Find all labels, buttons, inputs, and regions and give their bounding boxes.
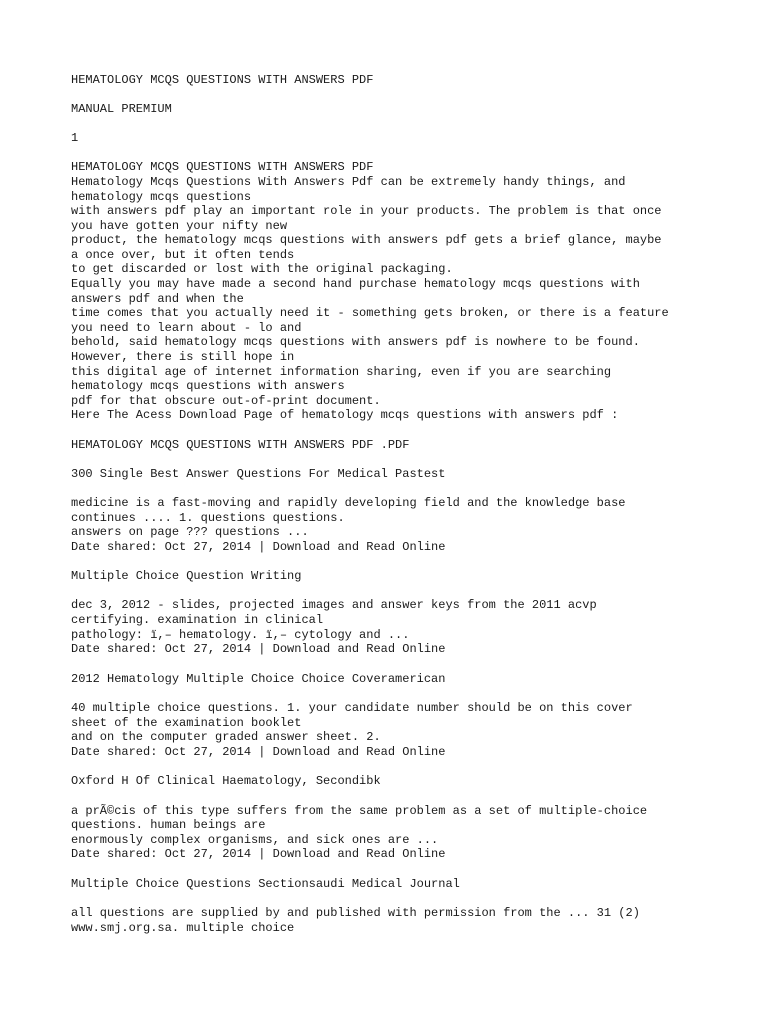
result-title: 2012 Hematology Multiple Choice Choice Coveramerican [71,672,446,686]
page-number: 1 [71,131,79,145]
result-snippet: and on the computer graded answer sheet. 2. [71,730,381,744]
result-snippet: certifying. examination in clinical [71,613,324,627]
document-subtitle: MANUAL PREMIUM [71,102,172,116]
body-line: with answers pdf play an important role in your products. The problem is that once [71,204,662,218]
result-date: Date shared: Oct 27, 2014 | Download and Read Online [71,847,446,861]
section-heading: HEMATOLOGY MCQS QUESTIONS WITH ANSWERS PDF [71,160,374,174]
body-line: pdf for that obscure out-of-print document. [71,394,381,408]
result-date: Date shared: Oct 27, 2014 | Download and Read Online [71,745,446,759]
body-line: you need to learn about - lo and [71,321,302,335]
body-line: time comes that you actually need it - something gets broken, or there is a feature [71,306,669,320]
result-snippet: pathology: ï,– hematology. ï,– cytology and ... [71,628,410,642]
body-line: hematology mcqs questions with answers [71,379,345,393]
result-title: 300 Single Best Answer Questions For Medical Pastest [71,467,446,481]
document-title: HEMATOLOGY MCQS QUESTIONS WITH ANSWERS PDF [71,73,374,87]
body-line: answers pdf and when the [71,292,244,306]
result-snippet: www.smj.org.sa. multiple choice [71,921,295,935]
result-title: Oxford H Of Clinical Haematology, Secondibk [71,774,381,788]
body-line: Here The Acess Download Page of hematology mcqs questions with answers pdf : [71,408,619,422]
result-snippet: 40 multiple choice questions. 1. your candidate number should be on this cover [71,701,633,715]
body-line: However, there is still hope in [71,350,295,364]
body-line: to get discarded or lost with the original packaging. [71,262,453,276]
result-snippet: questions. human beings are [71,818,266,832]
result-date: Date shared: Oct 27, 2014 | Download and Read Online [71,642,446,656]
body-line: behold, said hematology mcqs questions with answers pdf is nowhere to be found. [71,335,640,349]
body-line: product, the hematology mcqs questions with answers pdf gets a brief glance, maybe [71,233,662,247]
body-line: a once over, but it often tends [71,248,295,262]
result-snippet: answers on page ??? questions ... [71,525,309,539]
result-date: Date shared: Oct 27, 2014 | Download and Read Online [71,540,446,554]
result-snippet: continues .... 1. questions questions. [71,511,345,525]
result-snippet: a prÃ©cis of this type suffers from the same problem as a set of multiple-choice [71,804,648,818]
body-line: hematology mcqs questions [71,190,252,204]
result-snippet: all questions are supplied by and published with permission from the ... 31 (2) [71,906,640,920]
result-title: Multiple Choice Questions Sectionsaudi Medical Journal [71,877,460,891]
body-line: Hematology Mcqs Questions With Answers Pdf can be extremely handy things, and [71,175,626,189]
body-line: this digital age of internet information sharing, even if you are searching [71,365,612,379]
body-line: you have gotten your nifty new [71,219,288,233]
result-snippet: sheet of the examination booklet [71,716,302,730]
result-title: Multiple Choice Question Writing [71,569,302,583]
result-snippet: medicine is a fast-moving and rapidly developing field and the knowledge base [71,496,626,510]
result-snippet: enormously complex organisms, and sick ones are ... [71,833,439,847]
body-line: Equally you may have made a second hand purchase hematology mcqs questions with [71,277,640,291]
result-snippet: dec 3, 2012 - slides, projected images and answer keys from the 2011 acvp [71,598,597,612]
download-heading: HEMATOLOGY MCQS QUESTIONS WITH ANSWERS PDF .PDF [71,438,410,452]
